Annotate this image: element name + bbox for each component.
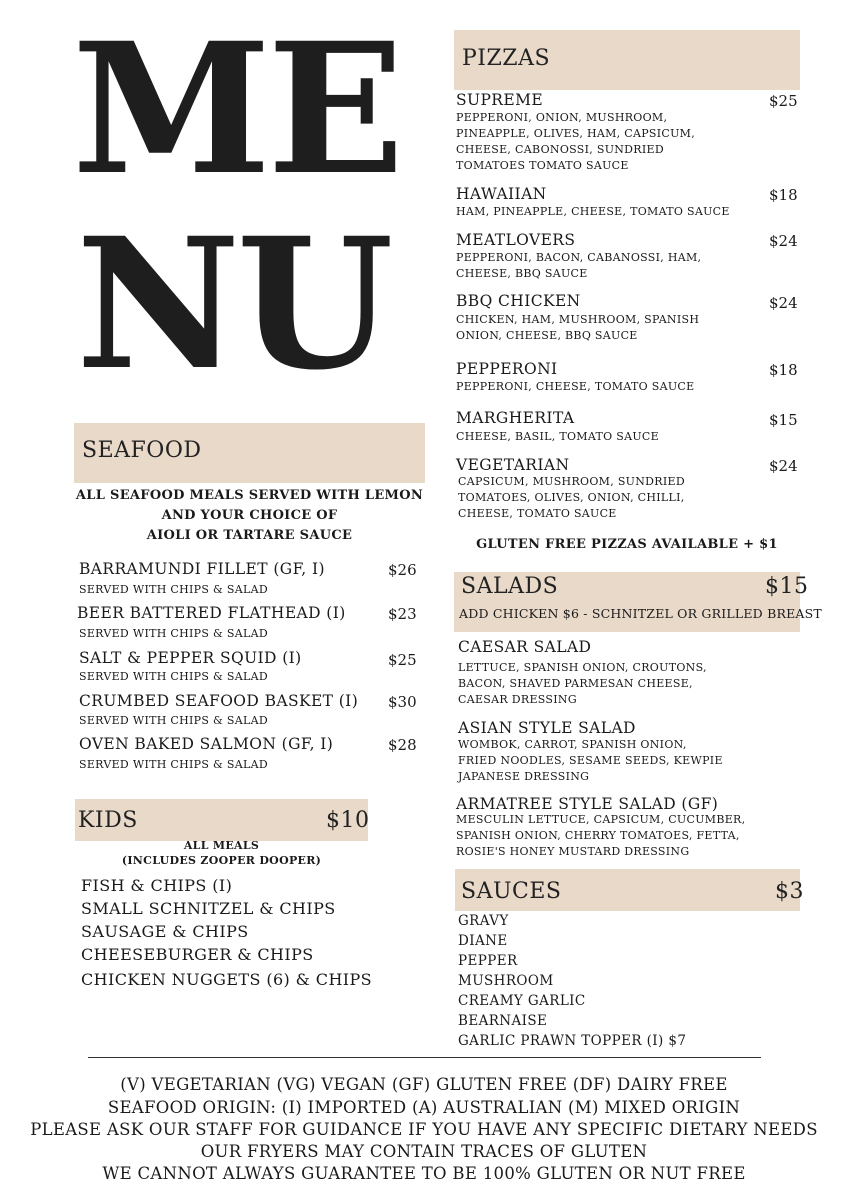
seafood-item-name: CRUMBED SEAFOOD BASKET (I) [79,692,359,710]
sauce-item: GRAVY [458,913,509,929]
pizza-item-desc: PEPPERONI, CHEESE, TOMATO SAUCE [456,380,695,393]
sauce-item: DIANE [458,933,508,949]
sauce-item: CREAMY GARLIC [458,993,586,1009]
pizza-item-desc: PEPPERONI, BACON, CABANOSSI, HAM, [456,251,702,264]
pizza-item-desc: CHEESE, BASIL, TOMATO SAUCE [456,430,659,443]
salad-item-desc: SPANISH ONION, CHERRY TOMATOES, FETTA, [456,829,740,842]
salad-item-name: ARMATREE STYLE SALAD (GF) [456,795,719,813]
seafood-item-price: $30 [388,693,417,711]
footer-dietary-line: PLEASE ASK OUR STAFF FOR GUIDANCE IF YOU HAVE ANY SPECIFIC DIETARY NEEDS [30,1120,818,1139]
footer-divider [88,1057,761,1058]
seafood-item-price: $28 [388,736,417,754]
salad-item-desc: ROSIE'S HONEY MUSTARD DRESSING [456,845,690,858]
seafood-item-price: $25 [388,651,417,669]
pizza-item-price: $24 [769,232,798,250]
pizza-item-name: BBQ CHICKEN [456,292,581,310]
seafood-note-line: AIOLI OR TARTARE SAUCE [146,528,353,543]
pizza-item-price: $24 [769,294,798,312]
seafood-item-price: $26 [388,561,417,579]
kids-item: CHICKEN NUGGETS (6) & CHIPS [81,970,373,989]
salad-item-desc: FRIED NOODLES, SESAME SEEDS, KEWPIE [458,754,723,767]
pizza-item-name: VEGETARIAN [456,456,570,474]
pizza-item-desc: HAM, PINEAPPLE, CHEESE, TOMATO SAUCE [456,205,730,218]
seafood-item-desc: SERVED WITH CHIPS & SALAD [79,714,268,727]
pizza-item-name: PEPPERONI [456,360,558,378]
kids-item: FISH & CHIPS (I) [81,876,233,895]
salad-item-desc: BACON, SHAVED PARMESAN CHEESE, [458,677,693,690]
salad-item-name: ASIAN STYLE SALAD [458,719,636,737]
pizza-item-name: MEATLOVERS [456,231,576,249]
kids-price: $10 [326,808,370,833]
salad-item-name: CAESAR SALAD [458,638,592,656]
pizza-item-price: $18 [769,361,798,379]
salad-item-desc: JAPANESE DRESSING [458,770,590,783]
kids-item: SAUSAGE & CHIPS [81,922,249,941]
pizza-item-price: $24 [769,457,798,475]
kids-item: SMALL SCHNITZEL & CHIPS [81,899,336,918]
salad-item-desc: LETTUCE, SPANISH ONION, CROUTONS, [458,661,707,674]
pizza-item-name: MARGHERITA [456,409,575,427]
pizza-item-price: $15 [769,411,798,429]
pizza-item-name: SUPREME [456,91,544,109]
pizza-item-desc: PEPPERONI, ONION, MUSHROOM, [456,111,668,124]
seafood-item-desc: SERVED WITH CHIPS & SALAD [79,670,268,683]
footer-origin-line: SEAFOOD ORIGIN: (I) IMPORTED (A) AUSTRALIAN (M) MIXED ORIGIN [107,1098,741,1117]
sauce-item: MUSHROOM [458,973,554,989]
menu-title-line1: ME [72,4,401,215]
seafood-item-price: $23 [388,605,417,623]
seafood-item-desc: SERVED WITH CHIPS & SALAD [79,627,268,640]
salads-price: $15 [765,574,809,599]
pizza-item-name: HAWAIIAN [456,185,547,203]
pizza-item-desc: CHEESE, BBQ SAUCE [456,267,588,280]
footer-guarantee-line: WE CANNOT ALWAYS GUARANTEE TO BE 100% GLUTEN OR NUT FREE [102,1164,746,1183]
pizza-item-price: $25 [769,92,798,110]
seafood-item-name: BEER BATTERED FLATHEAD (I) [77,604,346,622]
seafood-item-name: BARRAMUNDI FILLET (GF, I) [79,560,325,578]
seafood-item-desc: SERVED WITH CHIPS & SALAD [79,583,268,596]
kids-note-line: (INCLUDES ZOOPER DOOPER) [121,854,322,867]
seafood-item-name: OVEN BAKED SALMON (GF, I) [79,735,334,753]
salads-heading: SALADS [461,574,559,599]
pizza-item-desc: CHEESE, TOMATO SAUCE [458,507,617,520]
sauces-price: $3 [775,879,804,904]
seafood-item-name: SALT & PEPPER SQUID (I) [79,649,302,667]
pizza-item-price: $18 [769,186,798,204]
gluten-free-pizza-note: GLUTEN FREE PIZZAS AVAILABLE + $1 [476,537,778,552]
seafood-heading: SEAFOOD [82,438,202,463]
pizza-item-desc: CAPSICUM, MUSHROOM, SUNDRIED [458,475,685,488]
pizza-item-desc: ONION, CHEESE, BBQ SAUCE [456,329,638,342]
salad-item-desc: WOMBOK, CARROT, SPANISH ONION, [458,738,687,751]
pizzas-heading: PIZZAS [462,46,551,71]
sauce-item: BEARNAISE [458,1013,548,1029]
seafood-note-line: AND YOUR CHOICE OF [161,508,338,523]
salad-item-desc: MESCULIN LETTUCE, CAPSICUM, CUCUMBER, [456,813,746,826]
kids-heading: KIDS [78,808,138,833]
seafood-item-desc: SERVED WITH CHIPS & SALAD [79,758,268,771]
salads-addon-note: ADD CHICKEN $6 - SCHNITZEL OR GRILLED BREAST [459,606,822,621]
seafood-note-line: ALL SEAFOOD MEALS SERVED WITH LEMON [75,488,424,503]
menu-title-line2: NU [76,199,390,410]
pizza-item-desc: CHEESE, CABONOSSI, SUNDRIED [456,143,664,156]
salad-item-desc: CAESAR DRESSING [458,693,577,706]
pizza-item-desc: TOMATOES, OLIVES, ONION, CHILLI, [458,491,685,504]
sauces-heading: SAUCES [461,879,562,904]
pizza-item-desc: TOMATOES TOMATO SAUCE [456,159,629,172]
pizza-item-desc: CHICKEN, HAM, MUSHROOM, SPANISH [456,313,700,326]
pizza-item-desc: PINEAPPLE, OLIVES, HAM, CAPSICUM, [456,127,696,140]
footer-legend-line: (V) VEGETARIAN (VG) VEGAN (GF) GLUTEN FREE (DF) DAIRY FREE [120,1075,728,1094]
kids-note-line: ALL MEALS [183,839,260,852]
footer-fryer-line: OUR FRYERS MAY CONTAIN TRACES OF GLUTEN [200,1142,648,1161]
sauce-item: GARLIC PRAWN TOPPER (I) $7 [458,1033,687,1049]
sauce-item: PEPPER [458,953,518,969]
kids-item: CHEESEBURGER & CHIPS [81,945,314,964]
